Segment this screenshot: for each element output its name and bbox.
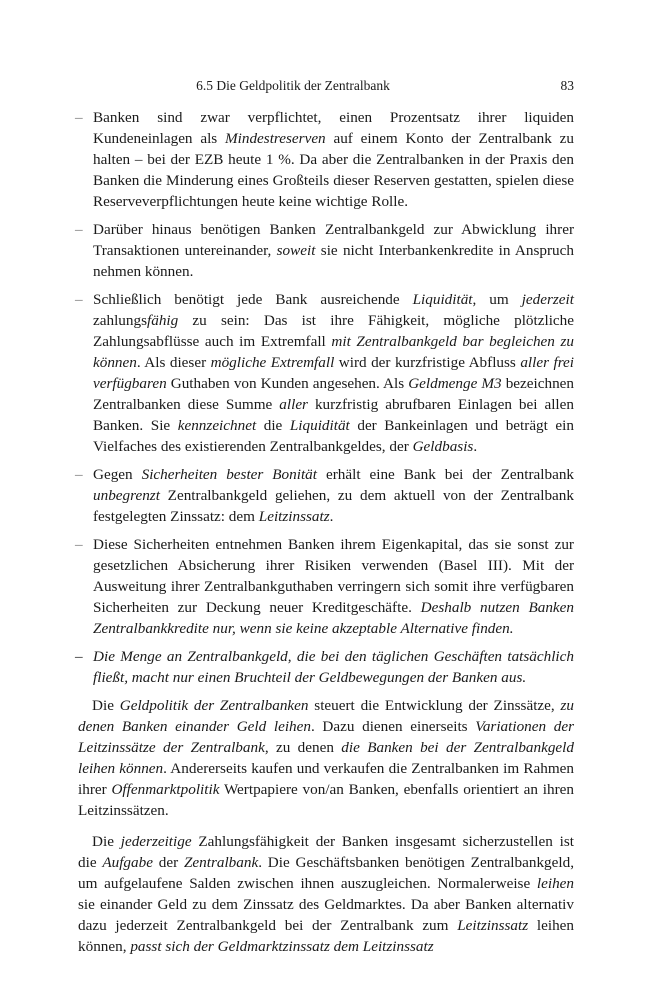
text-run: die <box>256 417 290 434</box>
bullet-text <box>93 291 574 455</box>
text-run: , um <box>472 291 522 308</box>
text-run: Guthaben von Kunden angesehen. Als <box>166 375 409 392</box>
italic-run: Geldpolitik der Zentralbanken <box>119 697 309 714</box>
page-number: 83 <box>560 78 574 93</box>
bullet-text <box>93 536 574 637</box>
italic-run: zu denen Banken einander Geld leihen <box>78 697 575 735</box>
text-run: . Andererseits kaufen und verkaufen die Zentralbanken im Rahmen ihrer <box>78 760 575 798</box>
italic-run: Leitzinssatz <box>457 917 529 934</box>
bullet-item <box>75 107 574 212</box>
italic-run: Liquidität <box>412 291 473 308</box>
text-run: leihen können, <box>78 917 575 955</box>
italic-run: Aufgabe <box>102 854 153 871</box>
text-run: Die <box>92 697 120 714</box>
italic-run: jederzeitige <box>120 833 192 850</box>
section-title: 6.5 Die Geldpolitik der Zentralbank <box>196 78 390 93</box>
italic-run: unbegrenzt <box>93 487 160 504</box>
text-run: zu sein: Das ist ihre Fähigkeit, mögliche plötzliche Zahlungsabflüsse auch im Extremfall <box>93 312 574 350</box>
text-run: . Die Geschäftsbanken benötigen Zentralbankgeld, um aufgelaufene Salden zwischen ihnen auszugleichen. Normalerweise <box>78 854 574 892</box>
text-run: sie einander Geld zu dem Zinssatz des Geldmarktes. Da aber Banken alternativ dazu jederzeit Zentralbankgeld bei der Zentralbank zum <box>78 896 574 934</box>
dash-marker: – <box>75 291 83 308</box>
body-text <box>75 107 575 957</box>
text-run: Banken sind zwar verpflichtet, einen Prozentsatz ihrer liquiden Kundeneinlagen als <box>93 109 574 147</box>
italic-run: Offenmarktpolitik <box>111 781 220 798</box>
text-run: . Dazu dienen einerseits <box>310 718 476 735</box>
italic-run: die Banken bei der Zentralbankgeld leihen können <box>78 739 574 777</box>
text-run: Gegen <box>93 466 142 483</box>
text-run: Diese Sicherheiten entnehmen Banken ihrem Eigenkapital, das sie sonst zur gesetzlichen Absicherung ihrer Risiken verwenden (Basel III). Mit der Ausweitung ihrer Zentralbankguthaben verringern sich somit ihre verfügbaren Sicherheiten zur Deckung neuer Kreditgeschäfte. <box>93 536 574 616</box>
bullet-item <box>75 464 575 527</box>
paragraph <box>78 831 574 957</box>
italic-run: aller <box>279 396 308 413</box>
text-run: Darüber hinaus benötigen Banken Zentralbankgeld zur Abwicklung ihrer Transaktionen untereinander, <box>93 221 574 259</box>
text-run: erhält eine Bank bei der Zentralbank <box>317 466 575 483</box>
text-run: der Bankeinlagen und beträgt ein Vielfaches des existierenden Zentralbankgeldes, der <box>93 417 574 455</box>
bullet-text <box>93 221 574 280</box>
italic-run: Variationen der Leitzinssätze der Zentralbank <box>78 718 574 756</box>
italic-run: fähig <box>147 312 179 329</box>
text-run: auf einem Konto der Zentralbank zu halten – bei der EZB heute 1 %. Da aber die Zentralbanken in der Praxis den Banken die Minderung eines Großteils dieser Reserven gestatten, spielen diese Reserveverpflichtungen heute keine wichtige Rolle. <box>93 130 574 210</box>
bullet-list <box>75 107 575 688</box>
dash-marker: – <box>75 109 83 126</box>
bullet-text <box>93 648 574 686</box>
text-run: Zentralbankgeld geliehen, zu dem aktuell von der Zentralbank festgelegten Zinssatz: dem <box>93 487 574 525</box>
bullet-item <box>75 289 575 457</box>
text-run: Wertpapiere von/an Banken, ebenfalls orientiert an ihren Leitzinssätzen. <box>78 781 574 819</box>
text-run: Schließlich benötigt jede Bank ausreichende <box>93 291 413 308</box>
bullet-item <box>75 646 574 688</box>
bullet-item <box>75 534 574 639</box>
italic-run: Geldmenge M3 <box>408 375 502 392</box>
italic-run: soweit <box>276 242 316 259</box>
text-run: kurzfristig abrufbaren Einlagen bei allen Banken. Sie <box>93 396 574 434</box>
paragraph <box>78 695 574 821</box>
italic-run: Zentralbank <box>183 854 259 871</box>
text-run: . Als dieser <box>136 354 211 371</box>
text-run: , zu denen <box>264 739 342 756</box>
italic-run: leihen <box>536 875 574 892</box>
bullet-text <box>93 466 574 525</box>
italic-run: passt sich der Geldmarktzinssatz dem Leitzinssatz <box>130 938 434 955</box>
italic-run: Geldbasis <box>412 438 474 455</box>
text-run: der <box>152 854 184 871</box>
text-run: zahlungs <box>93 312 147 329</box>
italic-run: aller frei verfügbaren <box>93 354 574 392</box>
dash-marker: – <box>75 466 83 483</box>
italic-run: Leitzinssatz <box>258 508 330 525</box>
italic-run: mögliche Extremfall <box>210 354 335 371</box>
italic-run: Deshalb nutzen Banken Zentralbankkredite nur, wenn sie keine akzeptable Alternative finden. <box>93 599 574 637</box>
italic-run: kennzeichnet <box>177 417 257 434</box>
italic-run: Liquidität <box>289 417 350 434</box>
text-run: sie nicht Interbankenkredite in Anspruch nehmen können. <box>93 242 574 280</box>
dash-marker: – <box>75 648 83 665</box>
dash-marker: – <box>75 536 83 553</box>
running-header <box>78 76 574 96</box>
bullet-text <box>93 109 574 210</box>
italic-run: mit Zentralbankgeld bar begleichen zu können <box>93 333 574 371</box>
dash-marker: – <box>75 221 83 238</box>
text-run: . <box>473 438 478 455</box>
italic-run: Sicherheiten bester Bonität <box>141 466 317 483</box>
text-run: . <box>329 508 334 525</box>
text-run: wird der kurzfristige Abfluss <box>334 354 521 371</box>
italic-run: jederzeit <box>521 291 574 308</box>
text-run: Die <box>92 833 121 850</box>
italic-run: Mindestreserven <box>225 130 326 147</box>
text-run: bezeichnen Zentralbanken diese Summe <box>93 375 575 413</box>
bullet-item <box>75 219 574 282</box>
text-run: steuert die Entwicklung der Zinssätze, <box>308 697 561 714</box>
italic-run: Die Menge an Zentralbankgeld, die bei den täglichen Geschäften tatsächlich fließt, macht nur einen Bruchteil der Geldbewegungen der Banken aus. <box>93 648 574 686</box>
text-run: Zahlungsfähigkeit der Banken insgesamt sicherzustellen ist die <box>78 833 574 871</box>
